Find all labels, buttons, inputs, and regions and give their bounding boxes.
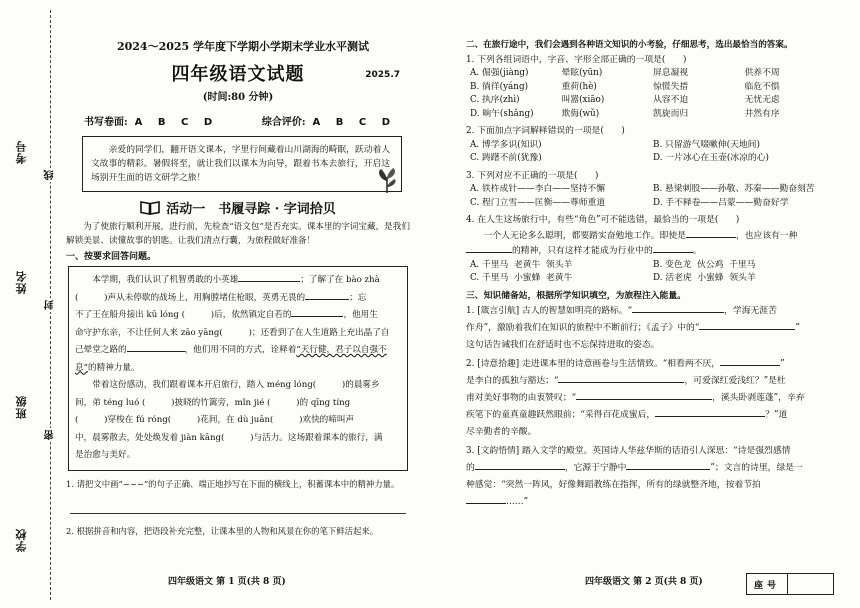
- question-text: 的精神，只有这样才能成为行业中的: [512, 246, 653, 256]
- page-1-footer: 四年级语文 第 1 页(共 8 页): [168, 577, 286, 587]
- passage-text: 己晕堂之路的: [75, 345, 127, 355]
- writing-grade-letters: A B C D: [134, 117, 219, 128]
- class-label: 班级: [15, 395, 28, 419]
- option-c-word: 从容不迫: [653, 95, 689, 105]
- option-a[interactable]: A. 铁杵成针——李白——坚持不懈: [470, 184, 606, 194]
- seal-word-secret: 密: [45, 430, 56, 440]
- answer-blank[interactable]: [127, 342, 185, 352]
- question-text: ”；文言的诗里，绿是一: [710, 463, 803, 473]
- wavy-underlined-sentence: “天行健，君子以自强不息”: [75, 345, 387, 373]
- option-text: 小蜜蜂: [697, 273, 724, 283]
- seal-word-seal: 封: [45, 300, 56, 310]
- option-text: 领头羊: [729, 273, 756, 283]
- answer-blank[interactable]: [291, 307, 343, 317]
- question-2-4: 4. 在人生这场旅行中，有些“角色”可不能选错，最恰当的一项是( ): [466, 215, 740, 225]
- binding-margin: [0, 0, 64, 608]
- fill-question-3: [466, 443, 836, 511]
- question-text: ，溪头卧剥莲蓬”，辛弃: [712, 393, 805, 403]
- page-2-footer: 四年级语文 第 2 页(共 8 页): [585, 577, 703, 587]
- option-text: D. 活老虎: [653, 273, 692, 283]
- option-text: 老黄牛: [546, 273, 573, 283]
- question-text: ，它源于宁静中: [564, 463, 627, 473]
- activity-1-title: 活动一 书履寻踪 · 字词拾贝: [166, 202, 336, 217]
- answer-blank[interactable]: [655, 407, 765, 417]
- page-1: [66, 38, 410, 538]
- question-text: 一个人无论多么聪明，都要踏实奋勉地工作。即使是: [483, 230, 686, 241]
- answer-blank[interactable]: [466, 494, 506, 504]
- question-text: 作舟”，激励着我们在知识的旅程中不断前行；《孟子》中的“: [466, 323, 700, 333]
- intro-box: [82, 136, 402, 192]
- seat-number-label: 座号: [747, 574, 788, 594]
- seat-number-box: [746, 573, 834, 595]
- option-b[interactable]: [653, 259, 836, 273]
- question-1-2: 2. 根据拼音和内容，把语段补充完整，让课本里的人物和风景在你的笔下鲜活起来。: [66, 525, 379, 536]
- option-c[interactable]: C. 踌躇不前(犹豫): [470, 153, 542, 163]
- option-b-word: 临危不惧: [744, 81, 780, 92]
- option-c[interactable]: [470, 272, 653, 286]
- answer-blank[interactable]: [305, 290, 349, 300]
- question-text: ？”道: [765, 410, 788, 420]
- question-text: ……”: [506, 497, 529, 507]
- answer-blank[interactable]: [475, 460, 565, 470]
- answer-blank[interactable]: [576, 390, 712, 400]
- option-d[interactable]: D. 一片冰心在玉壶(冰凉的心): [653, 153, 769, 163]
- question-2-2: 2. 下面加点字词解释错误的一项是( ): [466, 126, 625, 136]
- option-d-word: 凯旋而归: [653, 108, 689, 119]
- question-2-3-options: [470, 183, 836, 210]
- question-text: ”: [780, 359, 785, 369]
- passage-text: 带着这份感动，我们跟着课本开启旅行，踏入 méng lóng( )的晨雾乡: [92, 380, 380, 390]
- option-text: 老黄牛: [513, 259, 541, 270]
- answer-blank[interactable]: [558, 373, 684, 383]
- option-c[interactable]: C. 执序(zhì): [470, 95, 520, 105]
- intro-text: 亲爱的同学们，翻开语文课本，字里行间藏着山川湖海的畸眠，跃动着人文故事的精彩。暑假将至，就让我们以课本为向导，跟着书本去旅行，开启这场别开生面的语文研学之旅！: [91, 145, 391, 183]
- question-2-4-options: [470, 259, 836, 286]
- writing-grade-label: 书写卷面:: [84, 117, 128, 128]
- question-text: ，学海无涯苦: [724, 306, 777, 316]
- exam-date: 2025.7: [365, 70, 400, 80]
- option-b[interactable]: B. 徜徉(yáng): [470, 81, 529, 92]
- passage-text: 命守护东亲，不让任何人来 zāo yāng( )；还看到了在人生道路上充出晶了自: [75, 327, 390, 338]
- activity-1-heading: [66, 198, 410, 217]
- seat-number-field[interactable]: [788, 574, 833, 594]
- passage-text: ( )声从未停歇的战场上，用胸膛堵住枪眼，英勇无畏的: [75, 292, 306, 303]
- passage-text: ，他用生: [343, 310, 378, 320]
- option-b[interactable]: B. 只留游气啜嗽伸(天地间): [653, 139, 760, 150]
- question-2-1-options: [470, 67, 836, 121]
- name-label: 姓名: [15, 270, 28, 294]
- option-b-word: 惊慌失措: [653, 81, 689, 92]
- question-text: ，可爱深红爱浅红？”是杜: [684, 376, 786, 386]
- question-text: 1. [箴言引航] 古人的智慧如明亮的路标。“: [466, 306, 633, 316]
- section-1-heading: 一、按要求回答问题。: [66, 252, 157, 262]
- question-text: 甫对美好事物的由衷赞叹；“: [466, 393, 577, 403]
- exam-title: 四年级语文试题: [171, 64, 305, 85]
- question-text: 是李白的孤独与豁达；“: [466, 376, 559, 386]
- option-d-word: 欺侮(wǔ): [561, 108, 600, 119]
- exam-time: (时间:80 分钟): [202, 92, 274, 103]
- question-text: ，也应该有一种: [735, 230, 798, 241]
- option-text: 伙公鸡: [697, 259, 724, 270]
- option-c[interactable]: C. 程门立雪——匡衡——尊师重道: [470, 197, 606, 208]
- passage-text: 是治愈与美好。: [75, 450, 136, 460]
- option-text: 小蜜蜂: [514, 273, 541, 283]
- open-book-icon: [140, 200, 160, 215]
- answer-blank[interactable]: [632, 303, 724, 313]
- option-text: 领头羊: [545, 259, 573, 270]
- question-text: 的: [466, 463, 475, 473]
- passage-text: ，他们用不同的方式，诠释着: [184, 345, 297, 355]
- option-text: C. 千里马: [470, 273, 509, 283]
- seal-word-line: 线: [45, 170, 56, 180]
- exam-header-line: 2024～2025 学年度下学期小学期末学业水平测试: [116, 40, 370, 53]
- reading-passage-box: [68, 266, 408, 471]
- answer-blank[interactable]: [699, 320, 795, 330]
- page-2: [466, 38, 836, 511]
- question-text: 种感觉：“突然一阵风，好像舞蹈教练在指挥，所有的绿就整齐地，按着节拍: [466, 480, 761, 490]
- overall-grade-label: 综合评价:: [261, 117, 306, 128]
- option-a-word: 晕眩(yūn): [561, 68, 603, 78]
- option-a[interactable]: [470, 259, 653, 273]
- answer-blank[interactable]: [238, 272, 300, 282]
- school-label: 学校: [15, 528, 28, 552]
- option-c-word: 叫嚣(xiāo): [561, 95, 605, 105]
- option-a[interactable]: A. 博学多识(知识): [470, 139, 542, 150]
- passage-text: ；忘: [349, 292, 367, 303]
- passage-text: 间，弟 téng luó ( )披晓的竹篱旁，mǐn jié ( )的 qīng tíng: [75, 397, 351, 408]
- exam-no-label: 考号: [15, 140, 28, 164]
- question-text: 尽辛勤者的辛酸。: [466, 427, 537, 437]
- answer-blank[interactable]: [686, 228, 736, 238]
- passage-text: 中，晨雾散去，处处焕发着 jiàn kāng( )与活力。这场跟着课本的旅行，满: [75, 432, 383, 443]
- option-a-word: 供养不周: [744, 68, 780, 78]
- passage-text: 不了王在船舟接出 kū lóng ( )后，依然镇定自若的: [75, 310, 292, 320]
- question-2-2-options: [470, 139, 836, 166]
- option-text: 千里马: [729, 259, 756, 270]
- option-d-word: 井然有序: [744, 108, 780, 119]
- option-d[interactable]: D. 手不释卷——吕蒙——勤奋好学: [653, 197, 789, 208]
- question-text: ”: [795, 323, 800, 333]
- option-a-word: 屏息凝视: [653, 68, 689, 78]
- answer-line[interactable]: [70, 501, 406, 514]
- answer-blank[interactable]: [720, 356, 780, 366]
- question-1-1: 1. 请把文中画“~~~”的句子正确、端正地抄写在下面的横线上，积蓄课本中的精神力量。: [66, 478, 400, 489]
- overall-grade-letters: A B C D: [312, 117, 396, 128]
- option-b[interactable]: B. 悬梁刺股——孙敬、苏秦——勤奋刻苦: [653, 184, 815, 194]
- answer-blank[interactable]: [653, 243, 693, 253]
- option-text: A. 千里马: [470, 259, 509, 270]
- passage-text: ；了解了在 bào zhà: [300, 275, 380, 285]
- option-d[interactable]: [653, 272, 836, 286]
- option-a[interactable]: A. 倔强(jiàng): [470, 68, 529, 78]
- passage-text: 本学期，我们认识了机智勇敢的小英雄: [92, 275, 239, 285]
- passage-text: ( )穿梭在 fú róng( )花间，在 dù juān( )欢快的啼叫声: [75, 415, 355, 425]
- fill-question-2: [466, 356, 836, 441]
- question-text: 。: [692, 246, 702, 256]
- option-text: B. 变色龙: [653, 259, 692, 270]
- passage-text: 的精神力量。: [88, 362, 140, 373]
- answer-blank[interactable]: [466, 243, 512, 253]
- question-2-1: 1. 下列各组词语中，字音、字形全部正确的一项是( ): [466, 54, 687, 65]
- option-c-word: 无忧无虑: [744, 95, 780, 105]
- fill-question-1: [466, 303, 836, 354]
- option-d[interactable]: D. 晌午(shǎng): [470, 108, 534, 119]
- question-text: 3. [文韵悟情] 踏入文学的殿堂。英国诗人华兹华斯的话语引人深思：“诗是强烈感情: [466, 446, 791, 456]
- answer-blank[interactable]: [626, 460, 710, 470]
- section-3-heading: 三、知识储备站，根据所学知识填空，为旅程注入能量。: [466, 290, 686, 301]
- section-2-heading: 二、在旅行途中，我们会遇到各种语文知识的小考验，仔细思考，选出最恰当的答案。: [466, 40, 793, 50]
- grade-row: [84, 113, 396, 128]
- question-text: 2. [诗意拾趣] 走进课本里的诗意画卷与生活情致。“相看两不厌，: [466, 359, 721, 369]
- activity-1-desc: 为了使旅行顺利开展，进行前，先检查“语文包”是否充实。课本里的字词宝藏，是我们解锁美景、读懂故事的钥匙。让我们清点行囊，为旅程做好准备！: [66, 222, 410, 246]
- question-2-3: 3. 下列对应不正确的一项是( ): [466, 170, 599, 181]
- option-b-word: 重荷(hè): [561, 81, 597, 92]
- question-text: 这句话告诫我们在舒适时也不忘保持进取的姿态。: [466, 340, 660, 350]
- question-text: 疾笔下的童真童趣跃然眼前；“采得百花成蜜后，: [466, 410, 656, 420]
- plant-icon: [375, 167, 399, 193]
